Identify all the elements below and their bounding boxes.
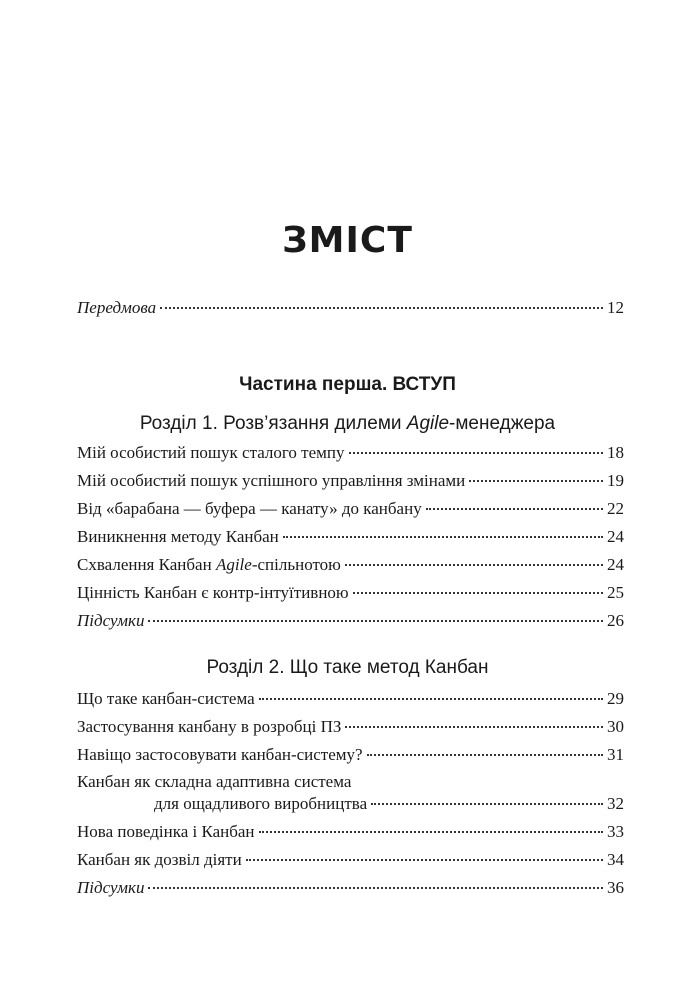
toc-entry-label: Що таке канбан-система	[77, 689, 255, 708]
dot-leader	[345, 726, 603, 728]
toc-entry[interactable]	[77, 499, 624, 519]
toc-entry-summary[interactable]	[77, 878, 624, 898]
toc-entry-label: Навіщо застосовувати канбан-систему?	[77, 745, 363, 764]
toc-entry-page: 18	[607, 443, 624, 462]
toc-entry[interactable]	[77, 471, 624, 491]
dot-leader	[259, 831, 603, 833]
toc-entry-label: Від «барабана — буфера — канату» до канбану	[77, 499, 422, 518]
toc-entry-page: 33	[607, 822, 624, 841]
toc-entry-page: 36	[607, 878, 624, 897]
chapter-title-1	[0, 413, 695, 435]
toc-entry-page: 32	[607, 794, 624, 813]
toc-entry[interactable]	[77, 689, 624, 709]
chapter-title-2: Розділ 2. Що таке метод Канбан	[206, 657, 489, 678]
toc-entry[interactable]	[77, 527, 624, 547]
dot-leader	[371, 803, 603, 805]
dot-leader	[148, 887, 603, 889]
toc-entry-label-suffix: -спільнотою	[251, 555, 341, 574]
toc-entry-page: 12	[607, 298, 624, 317]
toc-entry-label: Мій особистий пошук сталого темпу	[77, 443, 345, 462]
toc-entry[interactable]	[154, 794, 624, 814]
toc-entry-summary[interactable]	[77, 611, 624, 631]
toc-entry-label: Цінність Канбан є контр-інтуїтивною	[77, 583, 349, 602]
dot-leader	[345, 564, 603, 566]
toc-entry-page: 24	[607, 527, 624, 546]
toc-entry-label: Застосування канбану в розробці ПЗ	[77, 717, 342, 736]
toc-entry-label: Підсумки	[77, 611, 145, 630]
toc-entry[interactable]	[77, 555, 624, 575]
dot-leader	[259, 698, 603, 700]
toc-entry-page: 30	[607, 717, 624, 736]
toc-entry-foreword[interactable]	[77, 298, 624, 318]
toc-entry-label-prefix: Схвалення Канбан	[77, 555, 216, 574]
dot-leader	[469, 480, 603, 482]
toc-entry-page: 26	[607, 611, 624, 630]
dot-leader	[353, 592, 603, 594]
toc-entry-label: Канбан як дозвіл діяти	[77, 850, 242, 869]
toc-entry[interactable]	[77, 822, 624, 842]
toc-entry-label-line1[interactable]: Канбан як складна адаптивна система	[77, 772, 352, 791]
toc-entry-page: 24	[607, 555, 624, 574]
dot-leader	[283, 536, 603, 538]
toc-entry[interactable]	[77, 717, 624, 737]
toc-entry-label-line2: для ощадливого виробництва	[154, 794, 368, 813]
toc-entry-label: Мій особистий пошук успішного управління змінами	[77, 471, 466, 490]
dot-leader	[426, 508, 603, 510]
chapter-title-italic: Agile	[406, 413, 450, 434]
toc-entry-label: Виникнення методу Канбан	[77, 527, 279, 546]
dot-leader	[246, 859, 603, 861]
dot-leader	[160, 307, 603, 309]
dot-leader	[148, 620, 603, 622]
toc-entry-label: Нова поведінка і Канбан	[77, 822, 255, 841]
dot-leader	[367, 754, 603, 756]
chapter-title-prefix: Розділ 1. Розв’язання дилеми	[139, 413, 407, 434]
toc-entry-label: Передмова	[77, 298, 157, 317]
toc-entry-label	[77, 555, 341, 575]
toc-entry-page: 19	[607, 471, 624, 490]
toc-entry[interactable]	[77, 443, 624, 463]
toc-entry[interactable]	[77, 583, 624, 603]
part-title: Частина перша. ВСТУП	[239, 374, 456, 395]
toc-entry-page: 31	[607, 745, 624, 764]
toc-entry[interactable]	[77, 745, 624, 765]
page-title: ЗМІСТ	[282, 220, 413, 261]
toc-entry-page: 34	[607, 850, 624, 869]
toc-entry-label-italic: Agile	[215, 555, 252, 574]
toc-entry-label: Підсумки	[77, 878, 145, 897]
toc-entry-page: 22	[607, 499, 624, 518]
dot-leader	[349, 452, 603, 454]
toc-entry-page: 29	[607, 689, 624, 708]
toc-entry[interactable]	[77, 850, 624, 870]
chapter-title-suffix: -менеджера	[449, 413, 556, 434]
toc-entry-page: 25	[607, 583, 624, 602]
